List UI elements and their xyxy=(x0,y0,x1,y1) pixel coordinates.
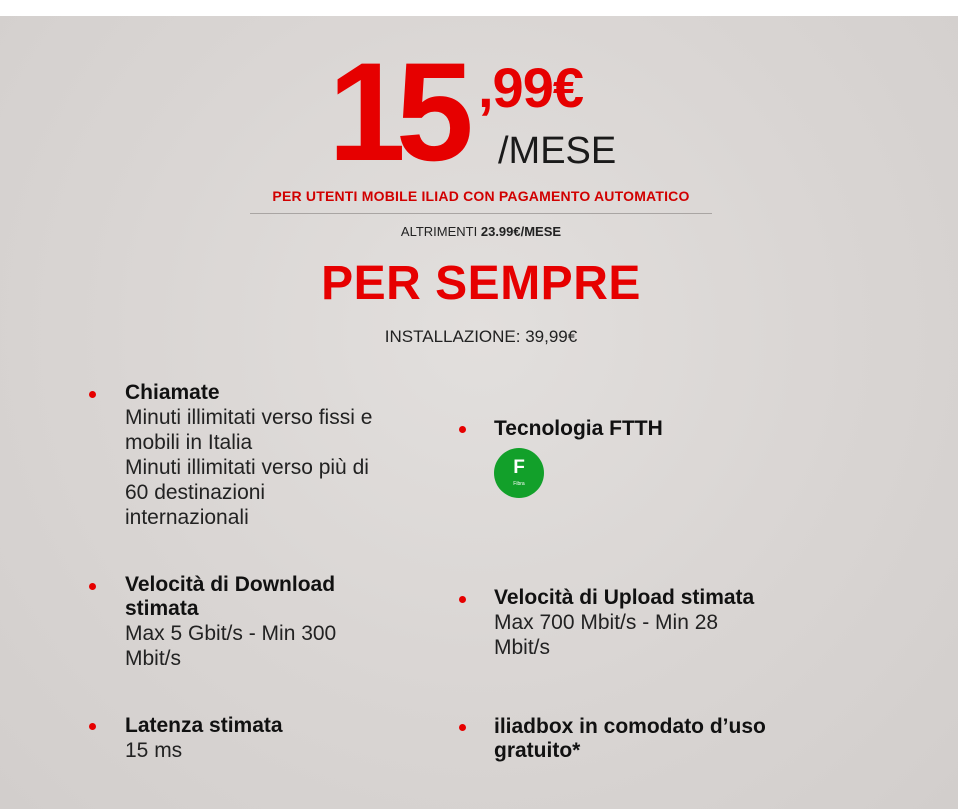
alternative-price-value: 23.99€/MESE xyxy=(480,224,562,239)
feature-iliadbox xyxy=(494,715,834,763)
feature-description: internazionali xyxy=(125,506,249,529)
price-whole: 15 xyxy=(328,33,464,190)
fiber-badge-icon xyxy=(494,448,544,498)
feature-title: Tecnologia FTTH xyxy=(494,417,663,440)
feature-title: Chiamate xyxy=(125,381,220,404)
alternative-price xyxy=(0,224,958,239)
feature-technology xyxy=(494,417,824,441)
feature-download xyxy=(125,573,455,671)
bullet-icon xyxy=(459,596,466,603)
feature-description: Max 700 Mbit/s - Min 28 xyxy=(494,611,719,634)
feature-upload xyxy=(494,586,824,660)
price-block xyxy=(0,16,958,196)
feature-description: Mbit/s xyxy=(494,636,551,659)
feature-title: Velocità di Upload stimata xyxy=(494,586,755,609)
installation-fee: INSTALLAZIONE: 39,99€ xyxy=(384,327,578,346)
price-condition: PER UTENTI MOBILE ILIAD CON PAGAMENTO AUTOMATICO xyxy=(272,188,690,204)
feature-title: gratuito* xyxy=(494,739,581,762)
feature-title: Velocità di Download xyxy=(125,573,336,596)
offer-panel xyxy=(0,16,958,809)
feature-description: 60 destinazioni xyxy=(125,481,266,504)
bullet-icon xyxy=(89,723,96,730)
price-cents: ,99€ xyxy=(478,56,583,119)
feature-description: mobili in Italia xyxy=(125,431,253,454)
bullet-icon xyxy=(89,583,96,590)
feature-calls xyxy=(125,381,470,530)
price-period: /MESE xyxy=(498,130,617,172)
alternative-price-label: ALTRIMENTI xyxy=(400,224,478,239)
bullet-icon xyxy=(459,724,466,731)
feature-description: Mbit/s xyxy=(125,647,182,670)
fiber-badge-label: Fibra xyxy=(513,481,525,487)
bullet-icon xyxy=(459,426,466,433)
fiber-badge-letter: F xyxy=(513,457,525,478)
feature-description: 15 ms xyxy=(125,739,183,762)
divider xyxy=(250,213,712,214)
feature-description: Minuti illimitati verso fissi e xyxy=(125,406,373,429)
feature-description: Minuti illimitati verso più di xyxy=(125,456,369,479)
feature-title: stimata xyxy=(125,597,199,620)
feature-latency xyxy=(125,714,455,763)
feature-title: iliadbox in comodato d’uso xyxy=(494,715,766,738)
feature-description: Max 5 Gbit/s - Min 300 xyxy=(125,622,337,645)
bullet-icon xyxy=(89,391,96,398)
forever-heading: PER SEMPRE xyxy=(321,257,641,310)
feature-title: Latenza stimata xyxy=(125,714,283,737)
